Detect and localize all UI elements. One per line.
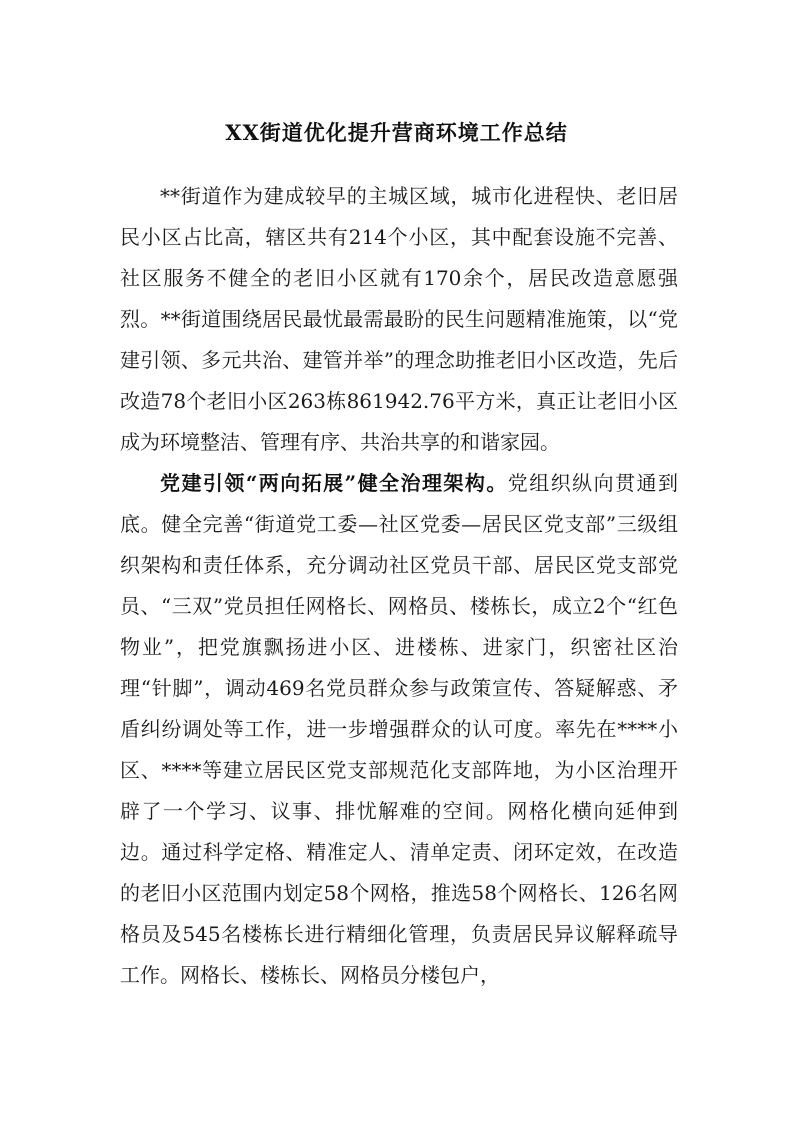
paragraph-party-building-text: 党组织纵向贯通到底。健全完善“街道党工委—社区党委—居民区党支部”三级组织架构和责任体系，充分调动社区党员干部、居民区党支部党员、“三双”党员担任网格长、网格员、楼栋长，成立2个“红色物业”，把党旗飘扬进小区、进楼栋、进家门，织密社区治理“针脚”，调动469名党员群众参与政策宣传、答疑解惑、矛盾纠纷调处等工作，进一步增强群众的认可度。率先在****小区、****等建立居民区党支部规范化支部阵地，为小区治理开辟了一个学习、议事、排忧解难的空间。网格化横向延伸到边。通过科学定格、精准定人、清单定责、闭环定效，在改造的老旧小区范围内划定58个网格，推选58个网格长、126名网格员及545名楼栋长进行精细化管理，负责居民异议解释疏导工作。网格长、楼栋长、网格员分楼包户， (120, 471, 679, 987)
paragraph-party-building (120, 463, 678, 996)
document-title: XX街道优化提升营商环境工作总结 (225, 120, 568, 145)
document-body (120, 176, 678, 996)
paragraph-intro-text: **街道作为建成较早的主城区域，城市化进程快、老旧居民小区占比高，辖区共有214个小区，其中配套设施不完善、社区服务不健全的老旧小区就有170余个，居民改造意愿强烈。**街道围绕居民最忧最需最盼的民生问题精准施策，以“党建引领、多元共治、建管并举”的理念助推老旧小区改造，先后改造78个老旧小区263栋861942.76平方米，真正让老旧小区成为环境整洁、管理有序、共治共享的和谐家园。 (120, 184, 678, 454)
paragraph-lead-heading: 党建引领“两向拓展”健全治理架构。 (160, 471, 508, 495)
paragraph-intro (120, 176, 678, 463)
